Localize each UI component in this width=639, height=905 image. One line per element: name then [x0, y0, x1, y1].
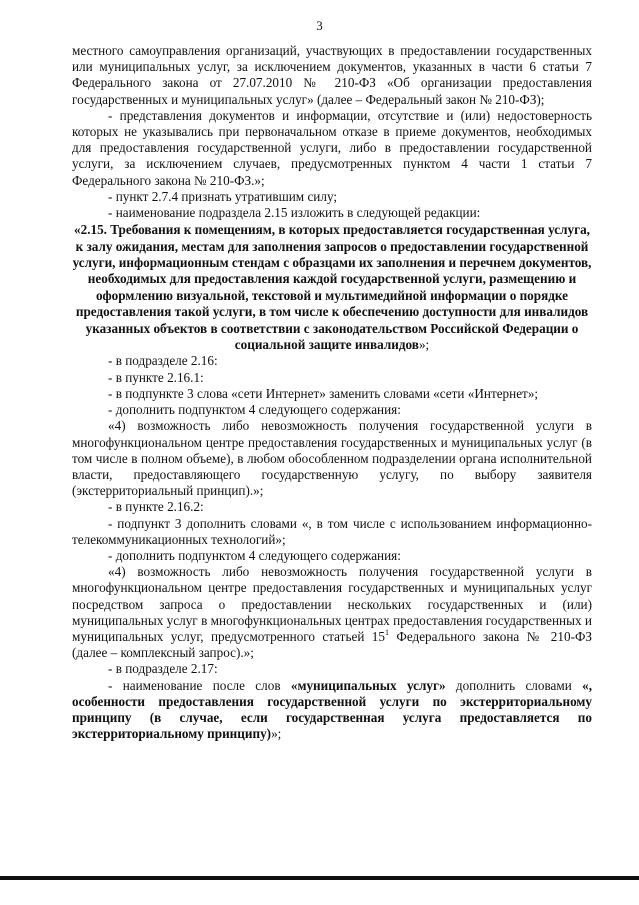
section-heading-text: «2.15. Требования к помещениям, в которых предоставляется государственная услуга, к залу ожидания, местам для заполнения запросов о предоставлении государственной услуги, информационным стендам с образцами их заполнения и перечнем документов, необходимых для предоставления каждой государственной услуги, размещению и оформлению визуальной, текстовой и мультимедийной информации о порядке предоставления такой услуги, в том числе к обеспечению доступности для инвалидов указанных объектов в соответствии с законодательством Российской Федерации о социальной защите инвалидов [72, 222, 592, 353]
paragraph: - в пункте 2.16.1: [108, 369, 204, 385]
section-heading-2-15 [72, 222, 592, 353]
bold-phrase: «, особенности предоставления государственной услуги по экстерриториальному принципу (в случае, если государственная услуга предоставляется по экстерриториальному принципу) [72, 677, 592, 742]
document-body [72, 43, 592, 742]
paragraph: - представления документов и информации, отсутствие и (или) недостоверность которых не указывались при первоначальном отказе в приеме документов, необходимых для предоставления государственной услуги, либо в предоставлении государственной услуги, за исключением случаев, предусмотренных пунктом 4 части 1 статьи 7 Федерального закона № 210-ФЗ.»; [72, 107, 592, 188]
paragraph-tail: Федерального закона № 210-ФЗ (далее – комплексный запрос).»; [72, 628, 592, 661]
paragraph-text: «4) возможность либо невозможность получения государственной услуги в многофункциональном центре предоставления государственных и муниципальных услуг посредством запроса о предоставлении нескольких государственных и (или) муниципальных услуг в многофункциональных центрах предоставления государственных и муниципальных услуг, предусмотренного статьей 15 [72, 564, 592, 644]
paragraph-text: - наименование после слов [108, 677, 291, 693]
paragraph-text: дополнить словами [445, 677, 583, 693]
paragraph: - наименование подраздела 2.15 изложить в следующей редакции: [108, 205, 481, 221]
page-number: 3 [316, 18, 323, 33]
paragraph: «4) возможность либо невозможность получения государственной услуги в многофункциональном центре предоставления государственных и муниципальных услуг (в том числе в полном объеме), в любом обособленном подразделении органа исполнительной власти, предоставляющего государственную услугу, по выбору заявителя (экстерриториальный принцип).»; [72, 418, 592, 499]
paragraph: - подпункт 3 дополнить словами «, в том числе с использованием информационно-телекоммуникационных технологий»; [72, 515, 592, 547]
superscript: 1 [384, 627, 389, 637]
paragraph [72, 678, 592, 743]
paragraph: - в подразделе 2.16: [108, 353, 218, 369]
paragraph: - в подпункте 3 слова «сети Интернет» заменить словами «сети «Интернет»; [108, 385, 539, 401]
bold-phrase: «муниципальных услуг» [290, 677, 446, 693]
bottom-rule [0, 876, 639, 880]
paragraph: - в подразделе 2.17: [108, 661, 218, 677]
paragraph: - дополнить подпунктом 4 следующего содержания: [108, 402, 401, 418]
paragraph: - пункт 2.7.4 признать утратившим силу; [108, 188, 338, 204]
paragraph: - в пункте 2.16.2: [108, 499, 204, 515]
paragraph: местного самоуправления организаций, участвующих в предоставлении государственных или муниципальных услуг, за исключением документов, указанных в части 6 статьи 7 Федерального закона от 27.07.2010 № 210-ФЗ «Об организации предоставления государственных и муниципальных услуг» (далее – Федеральный закон № 210-ФЗ); [72, 43, 592, 107]
paragraph-tail: »; [271, 726, 282, 742]
paragraph: - дополнить подпунктом 4 следующего содержания: [108, 547, 401, 563]
section-heading-tail: »; [418, 337, 430, 353]
paragraph [72, 564, 592, 661]
